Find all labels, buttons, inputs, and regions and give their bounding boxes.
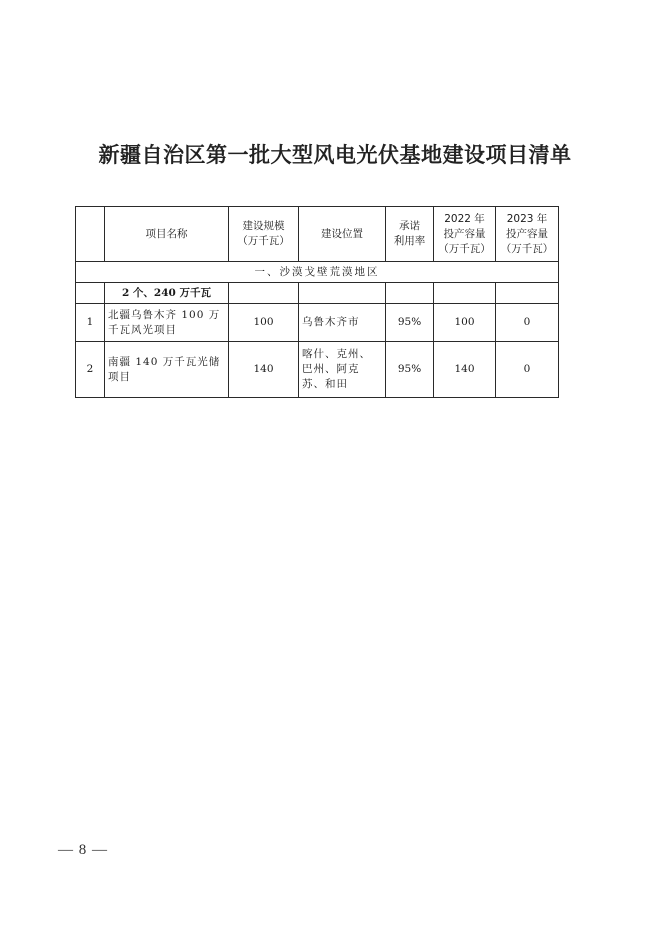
document-title: 新疆自治区第一批大型风电光伏基地建设项目清单 (98, 142, 572, 167)
section-title: 一、沙漠戈壁荒漠地区 (76, 262, 559, 283)
header-project-name: 项目名称 (105, 207, 229, 262)
project-rate: 95% (386, 342, 434, 398)
section-row (76, 262, 559, 283)
header-capacity-2022: 2022 年 投产容量 （万千瓦） (434, 207, 496, 262)
row-index: 1 (76, 304, 105, 342)
subtotal-label: 2 个、240 万千瓦 (105, 283, 229, 304)
header-index (76, 207, 105, 262)
page-number: — 8 — (58, 842, 108, 858)
project-capacity-2023: 0 (496, 342, 559, 398)
header-utilization-rate: 承诺 利用率 (386, 207, 434, 262)
project-scale: 100 (229, 304, 299, 342)
header-capacity-2023: 2023 年 投产容量 （万千瓦） (496, 207, 559, 262)
project-scale: 140 (229, 342, 299, 398)
header-location: 建设位置 (299, 207, 386, 262)
header-scale: 建设规模 （万千瓦） (229, 207, 299, 262)
table-row (76, 342, 559, 398)
row-index: 2 (76, 342, 105, 398)
project-rate: 95% (386, 304, 434, 342)
subtotal-row (76, 283, 559, 304)
project-capacity-2022: 100 (434, 304, 496, 342)
project-capacity-2022: 140 (434, 342, 496, 398)
project-name: 南疆 140 万千瓦光储项目 (105, 342, 229, 398)
project-location: 喀什、克州、巴州、阿克苏、和田 (299, 342, 386, 398)
project-name: 北疆乌鲁木齐 100 万千瓦风光项目 (105, 304, 229, 342)
project-list-table (75, 206, 559, 398)
project-location: 乌鲁木齐市 (299, 304, 386, 342)
table-header-row (76, 207, 559, 262)
table-row (76, 304, 559, 342)
project-capacity-2023: 0 (496, 304, 559, 342)
